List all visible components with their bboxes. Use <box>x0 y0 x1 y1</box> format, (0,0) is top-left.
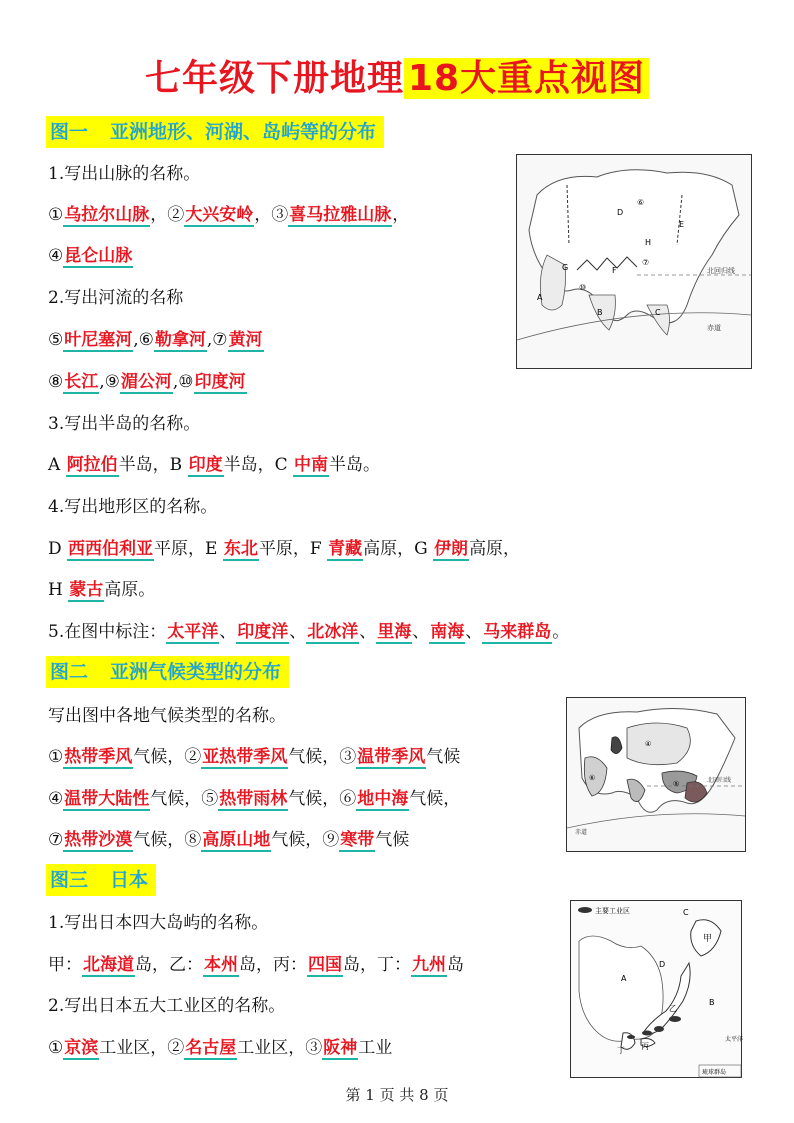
japan-map <box>570 900 742 1078</box>
svg-text:太平洋: 太平洋 <box>725 1036 744 1043</box>
section-3-heading <box>46 864 156 896</box>
answer: 名古屋 <box>185 1038 237 1058</box>
svg-text:丙: 丙 <box>641 1042 649 1051</box>
s1-answer-line-2: ④昆仑山脉 <box>48 246 133 266</box>
svg-text:B: B <box>709 998 715 1007</box>
svg-text:④: ④ <box>645 740 652 748</box>
answer: 乌拉尔山脉 <box>64 205 150 225</box>
answer: 亚热带季风 <box>202 747 288 767</box>
svg-text:⑤: ⑤ <box>673 780 680 788</box>
section-2-number: 图二 <box>50 661 89 683</box>
page-footer: 第 1 页 共 8 页 <box>345 1086 449 1104</box>
s1-answer-line-6: D 西西伯利亚平原，E 东北平原，F 青藏高原，G 伊朗高原， <box>48 539 521 559</box>
page-title <box>0 50 794 101</box>
s3-answer-line-1: 甲：北海道岛，乙：本州岛，丙：四国岛，丁：九州岛 <box>48 955 464 975</box>
asia-climate-map <box>566 697 746 852</box>
answer: 本州 <box>204 955 238 975</box>
answer: 地中海 <box>357 789 409 809</box>
answer: 阪神 <box>323 1038 358 1058</box>
answer: 大兴安岭 <box>185 205 254 225</box>
svg-text:甲: 甲 <box>703 934 713 944</box>
section-2-title: 亚洲气候类型的分布 <box>110 661 282 683</box>
answer: 南海 <box>430 622 465 642</box>
answer: 伊朗 <box>434 539 469 559</box>
svg-text:H: H <box>645 238 652 247</box>
svg-text:⑩: ⑩ <box>579 283 587 292</box>
svg-text:C: C <box>683 908 689 917</box>
answer: 青藏 <box>328 539 363 559</box>
answer: 高原山地 <box>202 830 271 850</box>
answer: 印度河 <box>194 372 246 392</box>
answer: 北冰洋 <box>307 622 359 642</box>
svg-text:乙: 乙 <box>669 1004 677 1013</box>
s2-answer-line-2: ④温带大陆性气候，⑤热带雨林气候，⑥地中海气候， <box>48 789 461 809</box>
answer: 蒙古 <box>69 580 104 600</box>
svg-text:E: E <box>679 220 685 229</box>
svg-text:北回归线: 北回归线 <box>707 267 735 275</box>
title-part2: 18大重点视图 <box>404 58 649 99</box>
answer: 中南 <box>294 455 329 475</box>
answer: 黄河 <box>228 330 263 350</box>
s3-answer-line-2: ①京滨工业区，②名古屋工业区，③阪神工业 <box>48 1038 393 1058</box>
s1-answer-line-3: ⑤叶尼塞河,⑥勒拿河,⑦黄河 <box>48 330 263 350</box>
svg-text:A: A <box>621 974 627 983</box>
svg-text:⑦: ⑦ <box>642 258 650 267</box>
section-1-heading <box>46 116 384 148</box>
svg-text:F: F <box>612 266 617 275</box>
answer: 太平洋 <box>167 622 219 642</box>
svg-text:⑥: ⑥ <box>637 198 645 207</box>
s2-answer-line-1: ①热带季风气候，②亚热带季风气候，③温带季风气候 <box>48 747 461 767</box>
s3-question-1: 1.写出日本四大岛屿的名称。 <box>48 913 269 933</box>
s1-question-5: 5.在图中标注：太平洋、印度洋、北冰洋、里海、南海、马来群岛。 <box>48 622 570 642</box>
answer: 东北 <box>223 539 258 559</box>
answer: 印度 <box>188 455 223 475</box>
answer: 叶尼塞河 <box>64 330 133 350</box>
svg-text:G: G <box>562 263 569 272</box>
svg-text:B: B <box>597 308 603 317</box>
answer: 京滨 <box>64 1038 99 1058</box>
answer: 喜马拉雅山脉 <box>289 205 392 225</box>
answer: 昆仑山脉 <box>64 246 133 266</box>
svg-text:D: D <box>617 208 624 217</box>
title-part1: 七年级下册地理 <box>144 58 404 99</box>
section-1-number: 图一 <box>50 121 89 143</box>
s1-answer-line-5: A 阿拉伯半岛，B 印度半岛，C 中南半岛。 <box>48 455 381 475</box>
svg-text:D: D <box>659 960 666 969</box>
asia-terrain-map <box>516 154 752 369</box>
s2-answer-line-3: ⑦热带沙漠气候，⑧高原山地气候，⑨寒带气候 <box>48 830 410 850</box>
s1-question-4: 4.写出地形区的名称。 <box>48 497 218 517</box>
answer: 九州 <box>412 955 446 975</box>
answer: 北海道 <box>83 955 134 975</box>
section-3-number: 图三 <box>50 869 89 891</box>
answer: 马来群岛 <box>483 622 552 642</box>
answer: 印度洋 <box>237 622 289 642</box>
svg-text:赤道: 赤道 <box>707 324 721 332</box>
answer: 四国 <box>308 955 342 975</box>
s1-question-2: 2.写出河流的名称 <box>48 288 184 308</box>
s1-answer-line-7: H 蒙古高原。 <box>48 580 156 600</box>
svg-text:赤道: 赤道 <box>575 829 588 836</box>
s3-question-2: 2.写出日本五大工业区的名称。 <box>48 996 286 1016</box>
s1-question-3: 3.写出半岛的名称。 <box>48 414 201 434</box>
answer: 勒拿河 <box>154 330 206 350</box>
answer: 西西伯利亚 <box>68 539 154 559</box>
svg-text:⑥: ⑥ <box>589 774 596 782</box>
section-3-title: 日本 <box>110 869 149 891</box>
s1-answer-line-4: ⑧长江,⑨湄公河,⑩印度河 <box>48 372 246 392</box>
answer: 温带大陆性 <box>64 789 150 809</box>
answer: 里海 <box>377 622 412 642</box>
answer: 阿拉伯 <box>66 455 118 475</box>
answer: 寒带 <box>340 830 375 850</box>
answer: 湄公河 <box>120 372 172 392</box>
answer: 长江 <box>64 372 99 392</box>
s1-question-1: 1.写出山脉的名称。 <box>48 164 201 184</box>
section-2-heading <box>46 656 289 688</box>
answer: 温带季风 <box>357 747 426 767</box>
answer: 热带季风 <box>64 747 133 767</box>
svg-text:琉球群岛: 琉球群岛 <box>702 1069 727 1076</box>
svg-text:丁: 丁 <box>617 1046 625 1055</box>
legend-label: 主要工业区 <box>595 907 630 915</box>
svg-text:C: C <box>655 308 661 317</box>
answer: 热带雨林 <box>219 789 288 809</box>
s2-question-1: 写出图中各地气候类型的名称。 <box>48 706 286 726</box>
answer: 热带沙漠 <box>64 830 133 850</box>
svg-text:北回归线: 北回归线 <box>707 777 732 784</box>
section-1-title: 亚洲地形、河湖、岛屿等的分布 <box>110 121 377 143</box>
svg-text:A: A <box>537 293 543 302</box>
s1-answer-line-1: ①乌拉尔山脉，②大兴安岭，③喜马拉雅山脉， <box>48 205 410 225</box>
